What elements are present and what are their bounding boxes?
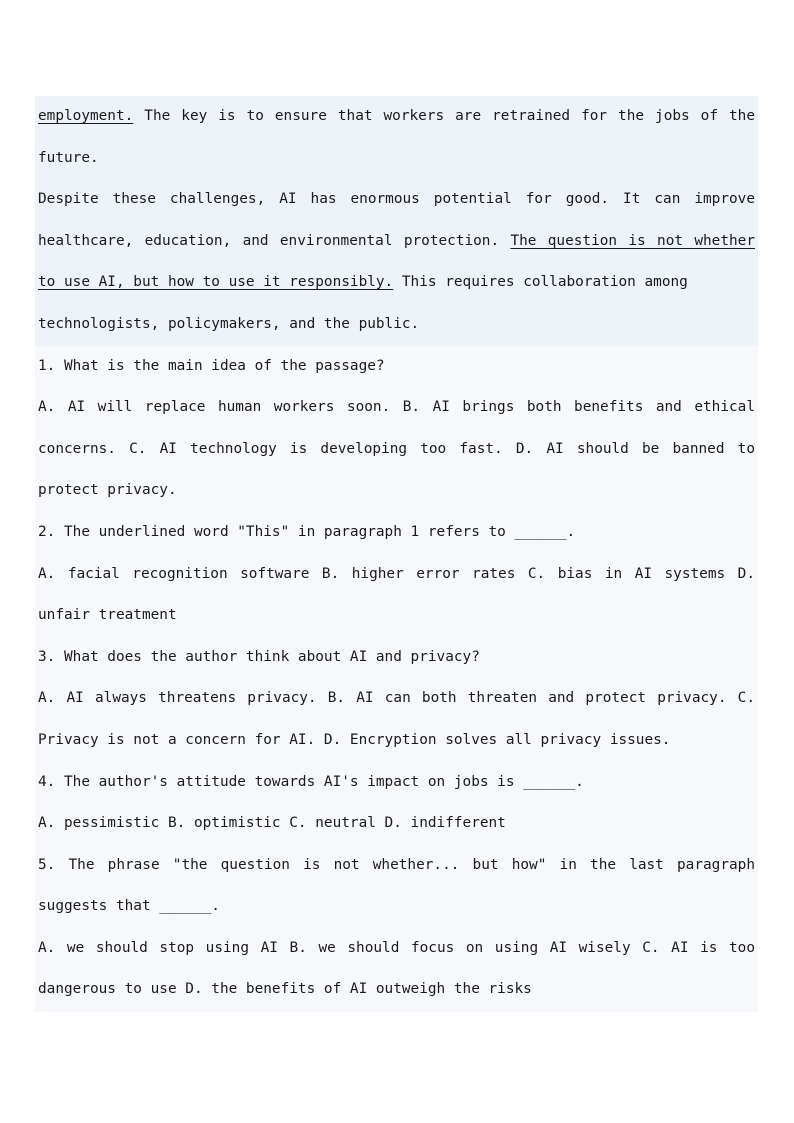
underlined-text: The question is not whether: [510, 232, 755, 249]
question-stem: 3. What does the author think about AI and privacy?: [38, 648, 480, 665]
question-options: A. we should stop using AI B. we should focus on using AI wisely C. AI is too: [38, 939, 755, 956]
question-options: A. AI will replace human workers soon. B. AI brings both benefits and ethical: [38, 399, 755, 416]
question-stem: 4. The author's attitude towards AI's impact on jobs is ______.: [38, 773, 584, 790]
passage-line: future.: [38, 149, 99, 166]
question-options: protect privacy.: [38, 482, 177, 499]
passage-text: This requires collaboration among: [393, 274, 688, 291]
passage-line: [38, 221, 755, 263]
passage-line: technologists, policymakers, and the public.: [38, 315, 420, 332]
question-options: A. AI always threatens privacy. B. AI can both threaten and protect privacy. C.: [38, 690, 755, 707]
question-stem: 5. The phrase "the question is not whether... but how" in the last paragraph: [38, 856, 755, 873]
question-options: A. facial recognition software B. higher error rates C. bias in AI systems D.: [38, 565, 755, 582]
passage-line: Despite these challenges, AI has enormous potential for good. It can improve: [38, 191, 755, 208]
question-options: dangerous to use D. the benefits of AI outweigh the risks: [38, 981, 532, 998]
underlined-text: employment.: [38, 108, 134, 124]
passage-text: The key is to ensure that workers are retrained for the jobs of the: [133, 108, 755, 124]
question-stem: 2. The underlined word "This" in paragraph 1 refers to ______.: [38, 523, 576, 540]
document-content: [38, 96, 755, 1011]
underlined-text: to use AI, but how to use it responsibly.: [38, 274, 394, 291]
question-options: unfair treatment: [38, 607, 177, 624]
passage-line: [38, 96, 755, 138]
question-options: A. pessimistic B. optimistic C. neutral D. indifferent: [38, 815, 506, 832]
passage-text: healthcare, education, and environmental protection.: [38, 232, 511, 249]
question-options: concerns. C. AI technology is developing too fast. D. AI should be banned to: [38, 440, 755, 457]
question-options: Privacy is not a concern for AI. D. Encryption solves all privacy issues.: [38, 731, 671, 748]
question-stem: 1. What is the main idea of the passage?: [38, 357, 385, 374]
passage-line: [38, 262, 755, 304]
question-stem: suggests that ______.: [38, 898, 220, 915]
